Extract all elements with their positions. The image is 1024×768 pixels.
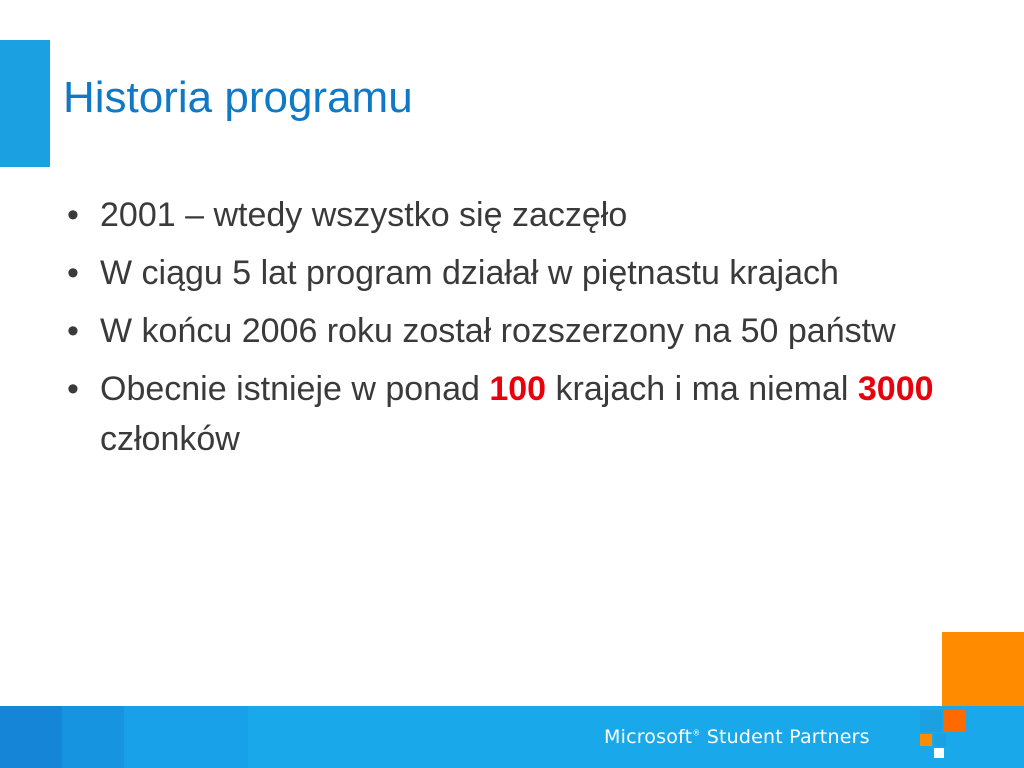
bullet-text: Obecnie istnieje w ponad bbox=[100, 370, 490, 408]
slide-title: Historia programu bbox=[63, 73, 413, 122]
footer-segment bbox=[124, 706, 248, 768]
logo-square bbox=[944, 710, 966, 732]
bullet-list bbox=[58, 190, 973, 472]
bullet-text: członków bbox=[100, 420, 240, 458]
logo-square bbox=[934, 734, 946, 746]
logo-square bbox=[920, 710, 942, 732]
bullet-marker: • bbox=[67, 312, 79, 350]
footer-segment bbox=[62, 706, 124, 768]
bullet-marker: • bbox=[67, 254, 79, 292]
brand-rest: Student Partners bbox=[700, 726, 870, 748]
title-accent-bar bbox=[0, 40, 50, 167]
bullet-text: W ciągu 5 lat program działał w piętnastu krajach bbox=[100, 254, 839, 292]
bullet-item bbox=[58, 248, 973, 298]
bullet-text: krajach i ma niemal bbox=[546, 370, 858, 408]
footer-band bbox=[0, 706, 1024, 768]
highlighted-number: 100 bbox=[489, 370, 547, 408]
bullet-marker: • bbox=[67, 196, 79, 234]
msp-squares-logo-icon bbox=[912, 710, 976, 758]
bullet-item bbox=[58, 364, 973, 464]
logo-square bbox=[934, 748, 944, 758]
footer-segment bbox=[0, 706, 62, 768]
microsoft-student-partners-logo-text bbox=[604, 726, 870, 748]
bullet-item bbox=[58, 190, 973, 240]
brand-registered-mark: ® bbox=[692, 728, 701, 738]
highlighted-number: 3000 bbox=[857, 370, 934, 408]
bullet-marker: • bbox=[67, 370, 79, 408]
brand-main: Microsoft bbox=[604, 726, 693, 748]
bullet-text: W końcu 2006 roku został rozszerzony na 50 państw bbox=[100, 312, 896, 350]
bullet-text: 2001 – wtedy wszystko się zaczęło bbox=[100, 196, 628, 234]
bullet-item bbox=[58, 306, 973, 356]
logo-square bbox=[920, 734, 932, 746]
